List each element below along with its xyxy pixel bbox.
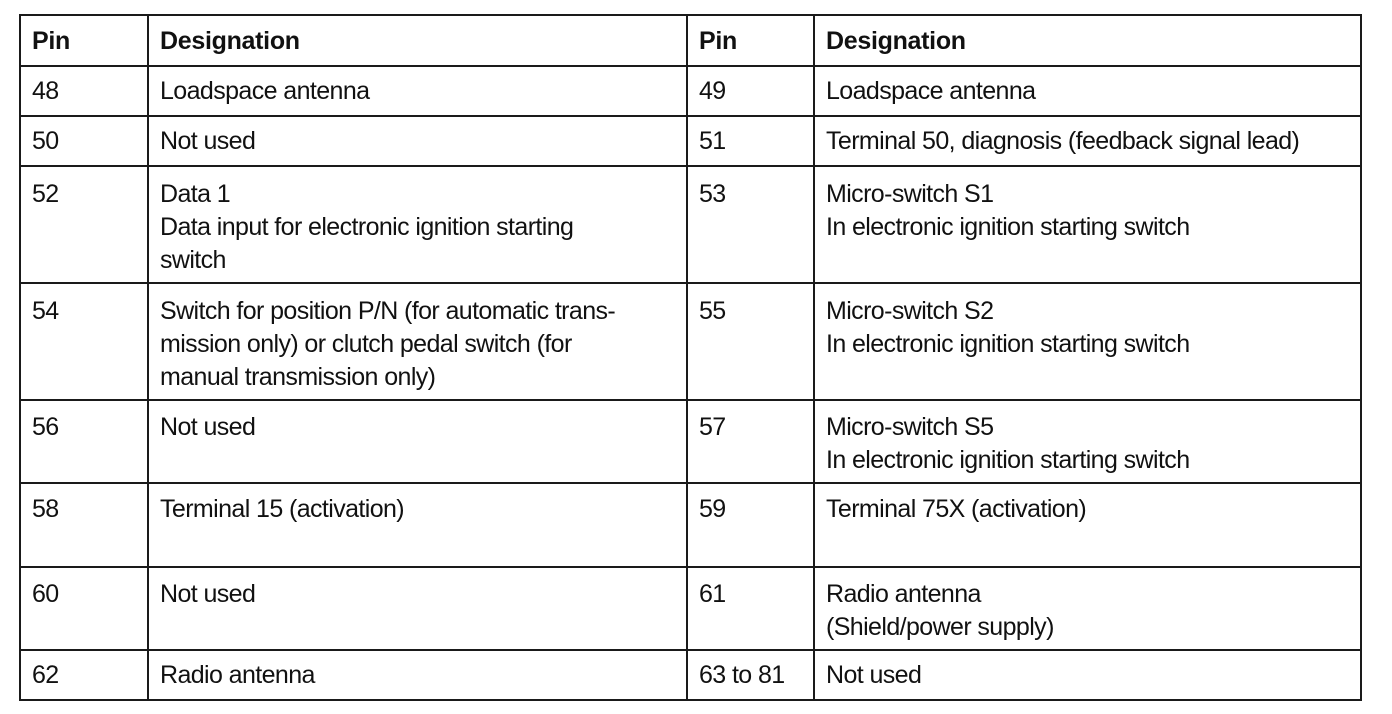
table-row bbox=[20, 483, 1361, 567]
pin-cell-right: 59 bbox=[687, 483, 814, 567]
table-header-row bbox=[20, 15, 1361, 66]
pin-cell-right: 55 bbox=[687, 283, 814, 400]
designation-line: Terminal 15 (activation) bbox=[160, 495, 405, 523]
designation-cell-left bbox=[148, 116, 687, 166]
designation-line: Micro-switch S1 bbox=[826, 180, 994, 208]
header-pin-right: Pin bbox=[687, 15, 814, 66]
designation-line: Not used bbox=[160, 413, 256, 441]
designation-cell-right bbox=[814, 567, 1361, 650]
designation-line: Data 1 bbox=[160, 180, 231, 208]
table-body bbox=[20, 66, 1361, 700]
designation-line: Loadspace antenna bbox=[160, 77, 370, 105]
designation-line: Loadspace antenna bbox=[826, 77, 1036, 105]
designation-cell-left bbox=[148, 483, 687, 567]
designation-line: Not used bbox=[160, 580, 256, 608]
designation-line: Micro-switch S2 bbox=[826, 297, 994, 325]
table-row bbox=[20, 66, 1361, 116]
pin-cell-right: 63 to 81 bbox=[687, 650, 814, 700]
header-designation-left: Designation bbox=[148, 15, 687, 66]
pin-cell-left: 60 bbox=[20, 567, 148, 650]
pin-cell-left: 48 bbox=[20, 66, 148, 116]
pin-cell-right: 61 bbox=[687, 567, 814, 650]
designation-line: manual transmission only) bbox=[160, 363, 436, 391]
designation-cell-right bbox=[814, 116, 1361, 166]
designation-line: Terminal 50, diagnosis (feedback signal lead) bbox=[826, 127, 1300, 155]
table-row bbox=[20, 283, 1361, 400]
designation-line: Switch for position P/N (for automatic trans- bbox=[160, 297, 616, 325]
designation-line: Radio antenna bbox=[826, 580, 981, 608]
pin-cell-right: 57 bbox=[687, 400, 814, 483]
designation-cell-left bbox=[148, 66, 687, 116]
header-pin-left: Pin bbox=[20, 15, 148, 66]
designation-line: switch bbox=[160, 246, 226, 274]
designation-line: Not used bbox=[160, 127, 256, 155]
designation-cell-left bbox=[148, 166, 687, 283]
designation-line: In electronic ignition starting switch bbox=[826, 213, 1190, 241]
table-row bbox=[20, 166, 1361, 283]
designation-line: Terminal 75X (activation) bbox=[826, 495, 1087, 523]
pin-cell-left: 62 bbox=[20, 650, 148, 700]
designation-line: Data input for electronic ignition starting bbox=[160, 213, 574, 241]
designation-cell-right bbox=[814, 650, 1361, 700]
designation-line: Radio antenna bbox=[160, 661, 315, 689]
pin-cell-left: 58 bbox=[20, 483, 148, 567]
table-row bbox=[20, 650, 1361, 700]
pin-cell-left: 56 bbox=[20, 400, 148, 483]
designation-cell-right bbox=[814, 66, 1361, 116]
designation-line: mission only) or clutch pedal switch (for bbox=[160, 330, 572, 358]
designation-line: Not used bbox=[826, 661, 922, 689]
designation-cell-right bbox=[814, 166, 1361, 283]
pin-cell-right: 53 bbox=[687, 166, 814, 283]
pin-cell-left: 50 bbox=[20, 116, 148, 166]
header-designation-right: Designation bbox=[814, 15, 1361, 66]
pin-cell-left: 52 bbox=[20, 166, 148, 283]
table-row bbox=[20, 116, 1361, 166]
pin-cell-left: 54 bbox=[20, 283, 148, 400]
designation-line: In electronic ignition starting switch bbox=[826, 330, 1190, 358]
table-row bbox=[20, 567, 1361, 650]
pin-cell-right: 49 bbox=[687, 66, 814, 116]
designation-cell-left bbox=[148, 650, 687, 700]
designation-cell-right bbox=[814, 283, 1361, 400]
designation-line: (Shield/power supply) bbox=[826, 613, 1054, 641]
designation-line: Micro-switch S5 bbox=[826, 413, 994, 441]
pin-cell-right: 51 bbox=[687, 116, 814, 166]
designation-cell-right bbox=[814, 483, 1361, 567]
designation-cell-left bbox=[148, 283, 687, 400]
pin-assignment-table bbox=[19, 14, 1362, 701]
designation-cell-left bbox=[148, 400, 687, 483]
table-row bbox=[20, 400, 1361, 483]
designation-cell-right bbox=[814, 400, 1361, 483]
designation-line: In electronic ignition starting switch bbox=[826, 446, 1190, 474]
designation-cell-left bbox=[148, 567, 687, 650]
